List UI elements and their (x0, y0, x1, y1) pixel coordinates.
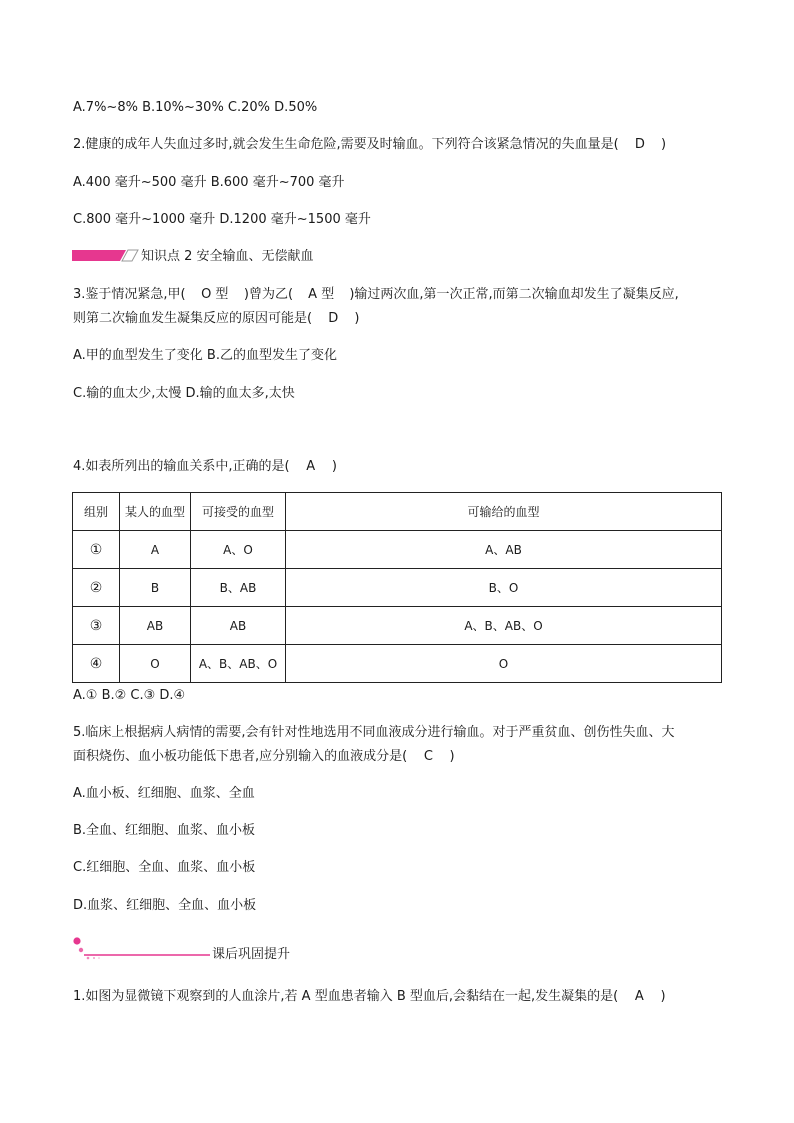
practice-q1-stem (73, 988, 666, 1006)
practice-q1-text: 1.如图为显微镜下观察到的人血涂片,若 A 型血患者输入 B 型血后,会黏结在一起,发生凝集的是( (73, 989, 619, 1004)
table-header-row (73, 493, 722, 531)
q3-stem-line-1 (73, 286, 679, 304)
table-row (73, 569, 722, 607)
q3-option-line-1: A.甲的血型发生了变化 B.乙的血型发生了变化 (73, 348, 337, 363)
table-cell: A、B、AB、O (286, 607, 722, 645)
section-title-after-class: 课后巩固提升 (212, 947, 291, 962)
table-header-cell: 可输给的血型 (286, 493, 722, 531)
q3-blank-1: O 型 (201, 287, 229, 302)
table-cell: B、O (286, 569, 722, 607)
table-cell: A、O (191, 531, 286, 569)
section-title-knowledge-2: 知识点 2 安全输血、无偿献血 (141, 249, 314, 264)
q3-post: )输过两次血,第一次正常,而第二次输血却发生了凝集反应, (349, 287, 679, 302)
table-cell: ④ (73, 645, 120, 683)
q2-close: ) (661, 137, 667, 152)
q3-mid: )曾为乙( (243, 287, 294, 302)
table-cell: A (120, 531, 191, 569)
q2-stem (73, 136, 666, 154)
table-cell: A、B、AB、O (191, 645, 286, 683)
practice-q1-close: ) (660, 989, 666, 1004)
q3-blank-2: A 型 (308, 287, 335, 302)
q3-stem-line-2 (73, 310, 359, 328)
q5-line2: 面积烧伤、血小板功能低下患者,应分别输入的血液成分是( (73, 749, 408, 764)
q4-stem-text: 4.如表所列出的输血关系中,正确的是( (73, 459, 290, 474)
section-decoration-icon (72, 936, 212, 962)
decoration-shape (72, 936, 212, 962)
table-cell: B、AB (191, 569, 286, 607)
table-cell: ② (73, 569, 120, 607)
q4-stem (73, 458, 337, 476)
table-cell: B (120, 569, 191, 607)
table-cell: AB (191, 607, 286, 645)
table-row (73, 607, 722, 645)
section-banner-icon (72, 248, 140, 262)
q2-stem-text: 2.健康的成年人失血过多时,就会发生生命危险,需要及时输血。下列符合该紧急情况的失血量是( (73, 137, 619, 152)
q3-pre: 3.鉴于情况紧急,甲( (73, 287, 186, 302)
table-cell: A、AB (286, 531, 722, 569)
q4-options: A.① B.② C.③ D.④ (73, 688, 186, 703)
q5-close: ) (449, 749, 455, 764)
q4-close: ) (331, 459, 337, 474)
table-row (73, 645, 722, 683)
banner-shape (72, 249, 140, 263)
table-header-cell: 某人的血型 (120, 493, 191, 531)
table-header-cell: 可接受的血型 (191, 493, 286, 531)
q2-option-line-1: A.400 毫升~500 毫升 B.600 毫升~700 毫升 (73, 175, 345, 190)
q5-option-b: B.全血、红细胞、血浆、血小板 (73, 823, 256, 838)
q3-answer: D (328, 311, 339, 326)
q3-close: ) (354, 311, 360, 326)
table-cell: ③ (73, 607, 120, 645)
practice-q1-answer: A (634, 989, 644, 1004)
table-cell: AB (120, 607, 191, 645)
q5-option-a: A.血小板、红细胞、血浆、全血 (73, 786, 255, 801)
table-cell: O (120, 645, 191, 683)
table-row (73, 531, 722, 569)
q5-option-c: C.红细胞、全血、血浆、血小板 (73, 860, 256, 875)
blood-transfusion-table (72, 492, 722, 683)
q5-answer: C (423, 749, 433, 764)
q5-stem-line-1: 5.临床上根据病人病情的需要,会有针对性地选用不同血液成分进行输血。对于严重贫血、创伤性失血、大 (73, 725, 675, 740)
q5-stem-line-2 (73, 748, 455, 766)
q4-answer: A (306, 459, 316, 474)
q1-options: A.7%~8% B.10%~30% C.20% D.50% (73, 100, 318, 115)
q3-option-line-2: C.输的血太少,太慢 D.输的血太多,太快 (73, 386, 295, 401)
q2-option-line-2: C.800 毫升~1000 毫升 D.1200 毫升~1500 毫升 (73, 212, 371, 227)
q3-line2: 则第二次输血发生凝集反应的原因可能是( (73, 311, 313, 326)
table-cell: ① (73, 531, 120, 569)
table-cell: O (286, 645, 722, 683)
q5-option-d: D.血浆、红细胞、全血、血小板 (73, 898, 257, 913)
q2-answer: D (634, 137, 645, 152)
table-header-cell: 组别 (73, 493, 120, 531)
